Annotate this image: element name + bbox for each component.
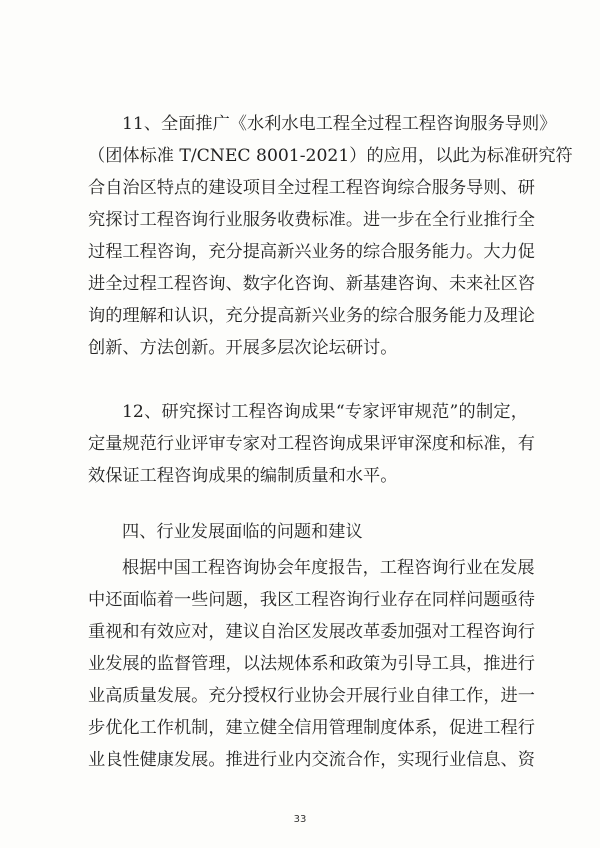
- paragraph-12-line-3: 效保证工程咨询成果的编制质量和水平。: [88, 466, 398, 486]
- paragraph-11-line-1: 11、全面推广《水利水电工程全过程工程咨询服务导则》: [122, 114, 557, 134]
- section-4-line-7: 业良性健康发展。推进行业内交流合作，实现行业信息、资: [88, 750, 535, 770]
- section-4-line-3: 重视和有效应对，建议自治区发展改革委加强对工程咨询行: [88, 622, 535, 642]
- page-number: 33: [293, 814, 307, 825]
- paragraph-11-line-7: 询的理解和认识，充分提高新兴业务的综合服务能力及理论: [88, 306, 535, 326]
- section-4-line-4: 业发展的监督管理，以法规体系和政策为引导工具，推进行: [88, 654, 535, 674]
- section-4-line-5: 业高质量发展。充分授权行业协会开展行业自律工作，进一: [88, 686, 535, 706]
- section-4-line-2: 中还面临着一些问题，我区工程咨询行业存在同样问题亟待: [88, 590, 535, 610]
- paragraph-11-line-8: 创新、方法创新。开展多层次论坛研讨。: [88, 338, 398, 358]
- section-4-heading: 四、行业发展面临的问题和建议: [122, 522, 363, 542]
- paragraph-12-line-2: 定量规范行业评审专家对工程咨询成果评审深度和标准，有: [88, 434, 535, 454]
- paragraph-11-line-3: 合自治区特点的建设项目全过程工程咨询综合服务导则、研: [88, 178, 535, 198]
- paragraph-11-line-4: 究探讨工程咨询行业服务收费标准。进一步在全行业推行全: [88, 210, 535, 230]
- section-4-line-6: 步优化工作机制，建立健全信用管理制度体系，促进工程行: [88, 718, 535, 738]
- paragraph-11-line-5: 过程工程咨询，充分提高新兴业务的综合服务能力。大力促: [88, 242, 535, 262]
- paragraph-11-line-6: 进全过程工程咨询、数字化咨询、新基建咨询、未来社区咨: [88, 274, 535, 294]
- paragraph-11-line-2: （团体标准 T/CNEC 8001-2021）的应用，以此为标准研究符: [88, 146, 573, 166]
- section-4-line-1: 根据中国工程咨询协会年度报告，工程咨询行业在发展: [122, 558, 535, 578]
- paragraph-12-line-1: 12、研究探讨工程咨询成果“专家评审规范”的制定，: [122, 402, 528, 422]
